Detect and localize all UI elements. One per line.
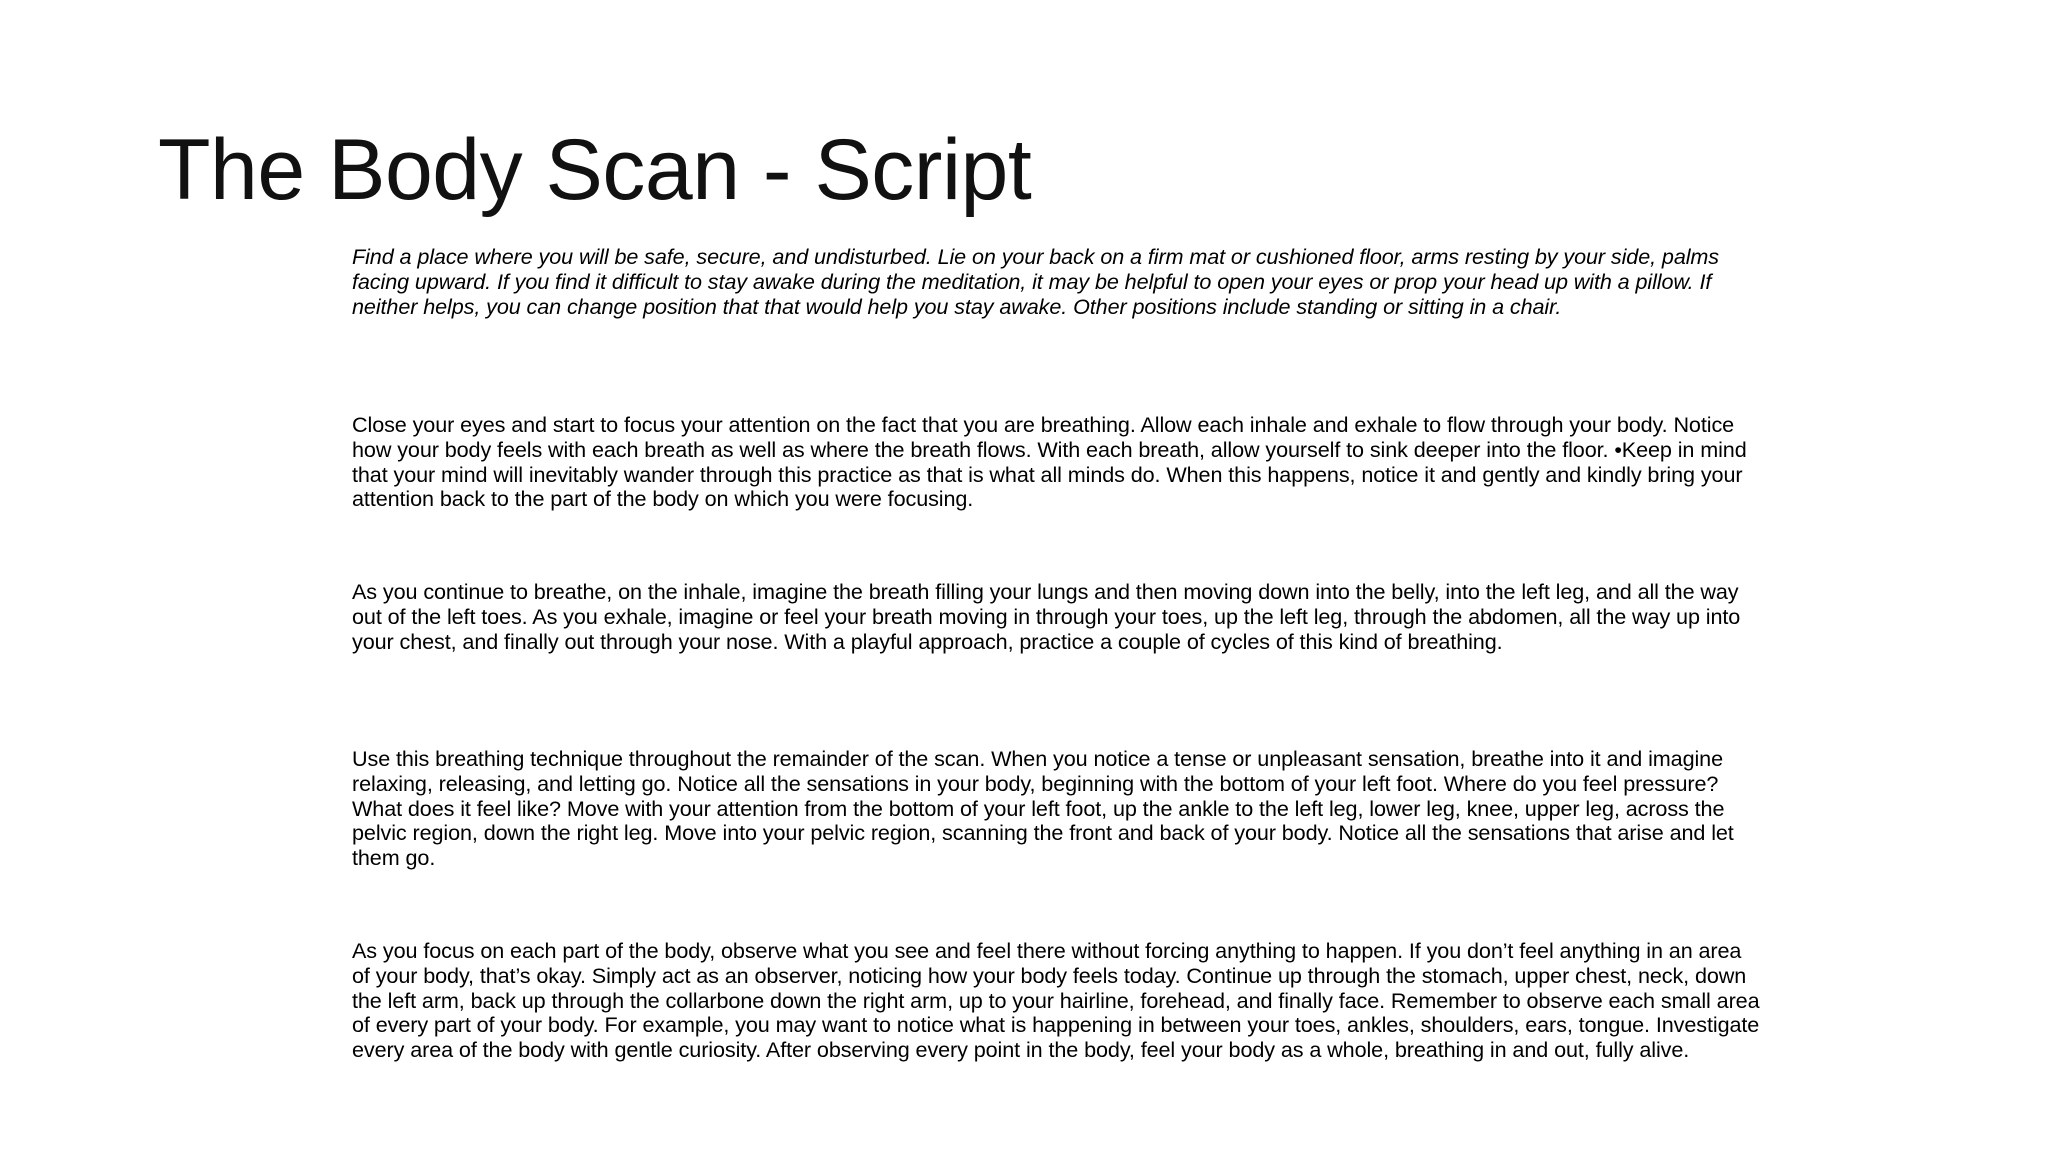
paragraph-setup: Find a place where you will be safe, secure, and undisturbed. Lie on your back on a firm mat or cushioned floor, arms resting by your side, palms facing upward. If you find it difficult to stay awake during the meditation, it may be helpful to open your eyes or prop your head up with a pillow. If neither helps, you can change position that that would help you stay awake. Other positions include standing or sitting in a chair.: [352, 244, 1720, 319]
slide-title: The Body Scan - Script: [158, 122, 1032, 218]
paragraph-breath-flow: As you continue to breathe, on the inhale, imagine the breath filling your lungs and then moving down into the belly, into the left leg, and all the way out of the left toes. As you exhale, imagine or feel your breath moving in through your toes, up the left leg, through the abdomen, all the way up into your chest, and finally out through your nose. With a playful approach, practice a couple of cycles of this kind of breathing.: [352, 579, 1741, 654]
paragraph-scan-technique: Use this breathing technique throughout the remainder of the scan. When you notice a tense or unpleasant sensation, breathe into it and imagine relaxing, releasing, and letting go. Notice all the sensations in your body, beginning with the bottom of your left foot. Where do you feel pressure? What does it feel like? Move with your attention from the bottom of your left foot, up the ankle to the left leg, lower leg, knee, upper leg, across the pelvic region, down the right leg. Move into your pelvic region, scanning the front and back of your body. Notice all the sensations that arise and let them go.: [352, 746, 1734, 871]
paragraph-breathing-focus: Close your eyes and start to focus your attention on the fact that you are breathing. Allow each inhale and exhale to flow through your body. Notice how your body feels with each breath as well as where the breath flows. With each breath, allow yourself to sink deeper into the floor. •Keep in mind that your mind will inevitably wander through this practice as that is what all minds do. When this happens, notice it and gently and kindly bring your attention back to the part of the body on which you were focusing.: [352, 412, 1747, 512]
paragraph-observe-body: As you focus on each part of the body, observe what you see and feel there without forcing anything to happen. If you don’t feel anything in an area of your body, that’s okay. Simply act as an observer, noticing how your body feels today. Continue up through the stomach, upper chest, neck, down the left arm, back up through the collarbone down the right arm, up to your hairline, forehead, and finally face. Remember to observe each small area of every part of your body. For example, you may want to notice what is happening in between your toes, ankles, shoulders, ears, tongue. Investigate every area of the body with gentle curiosity. After observing every point in the body, feel your body as a whole, breathing in and out, fully alive.: [352, 938, 1760, 1063]
